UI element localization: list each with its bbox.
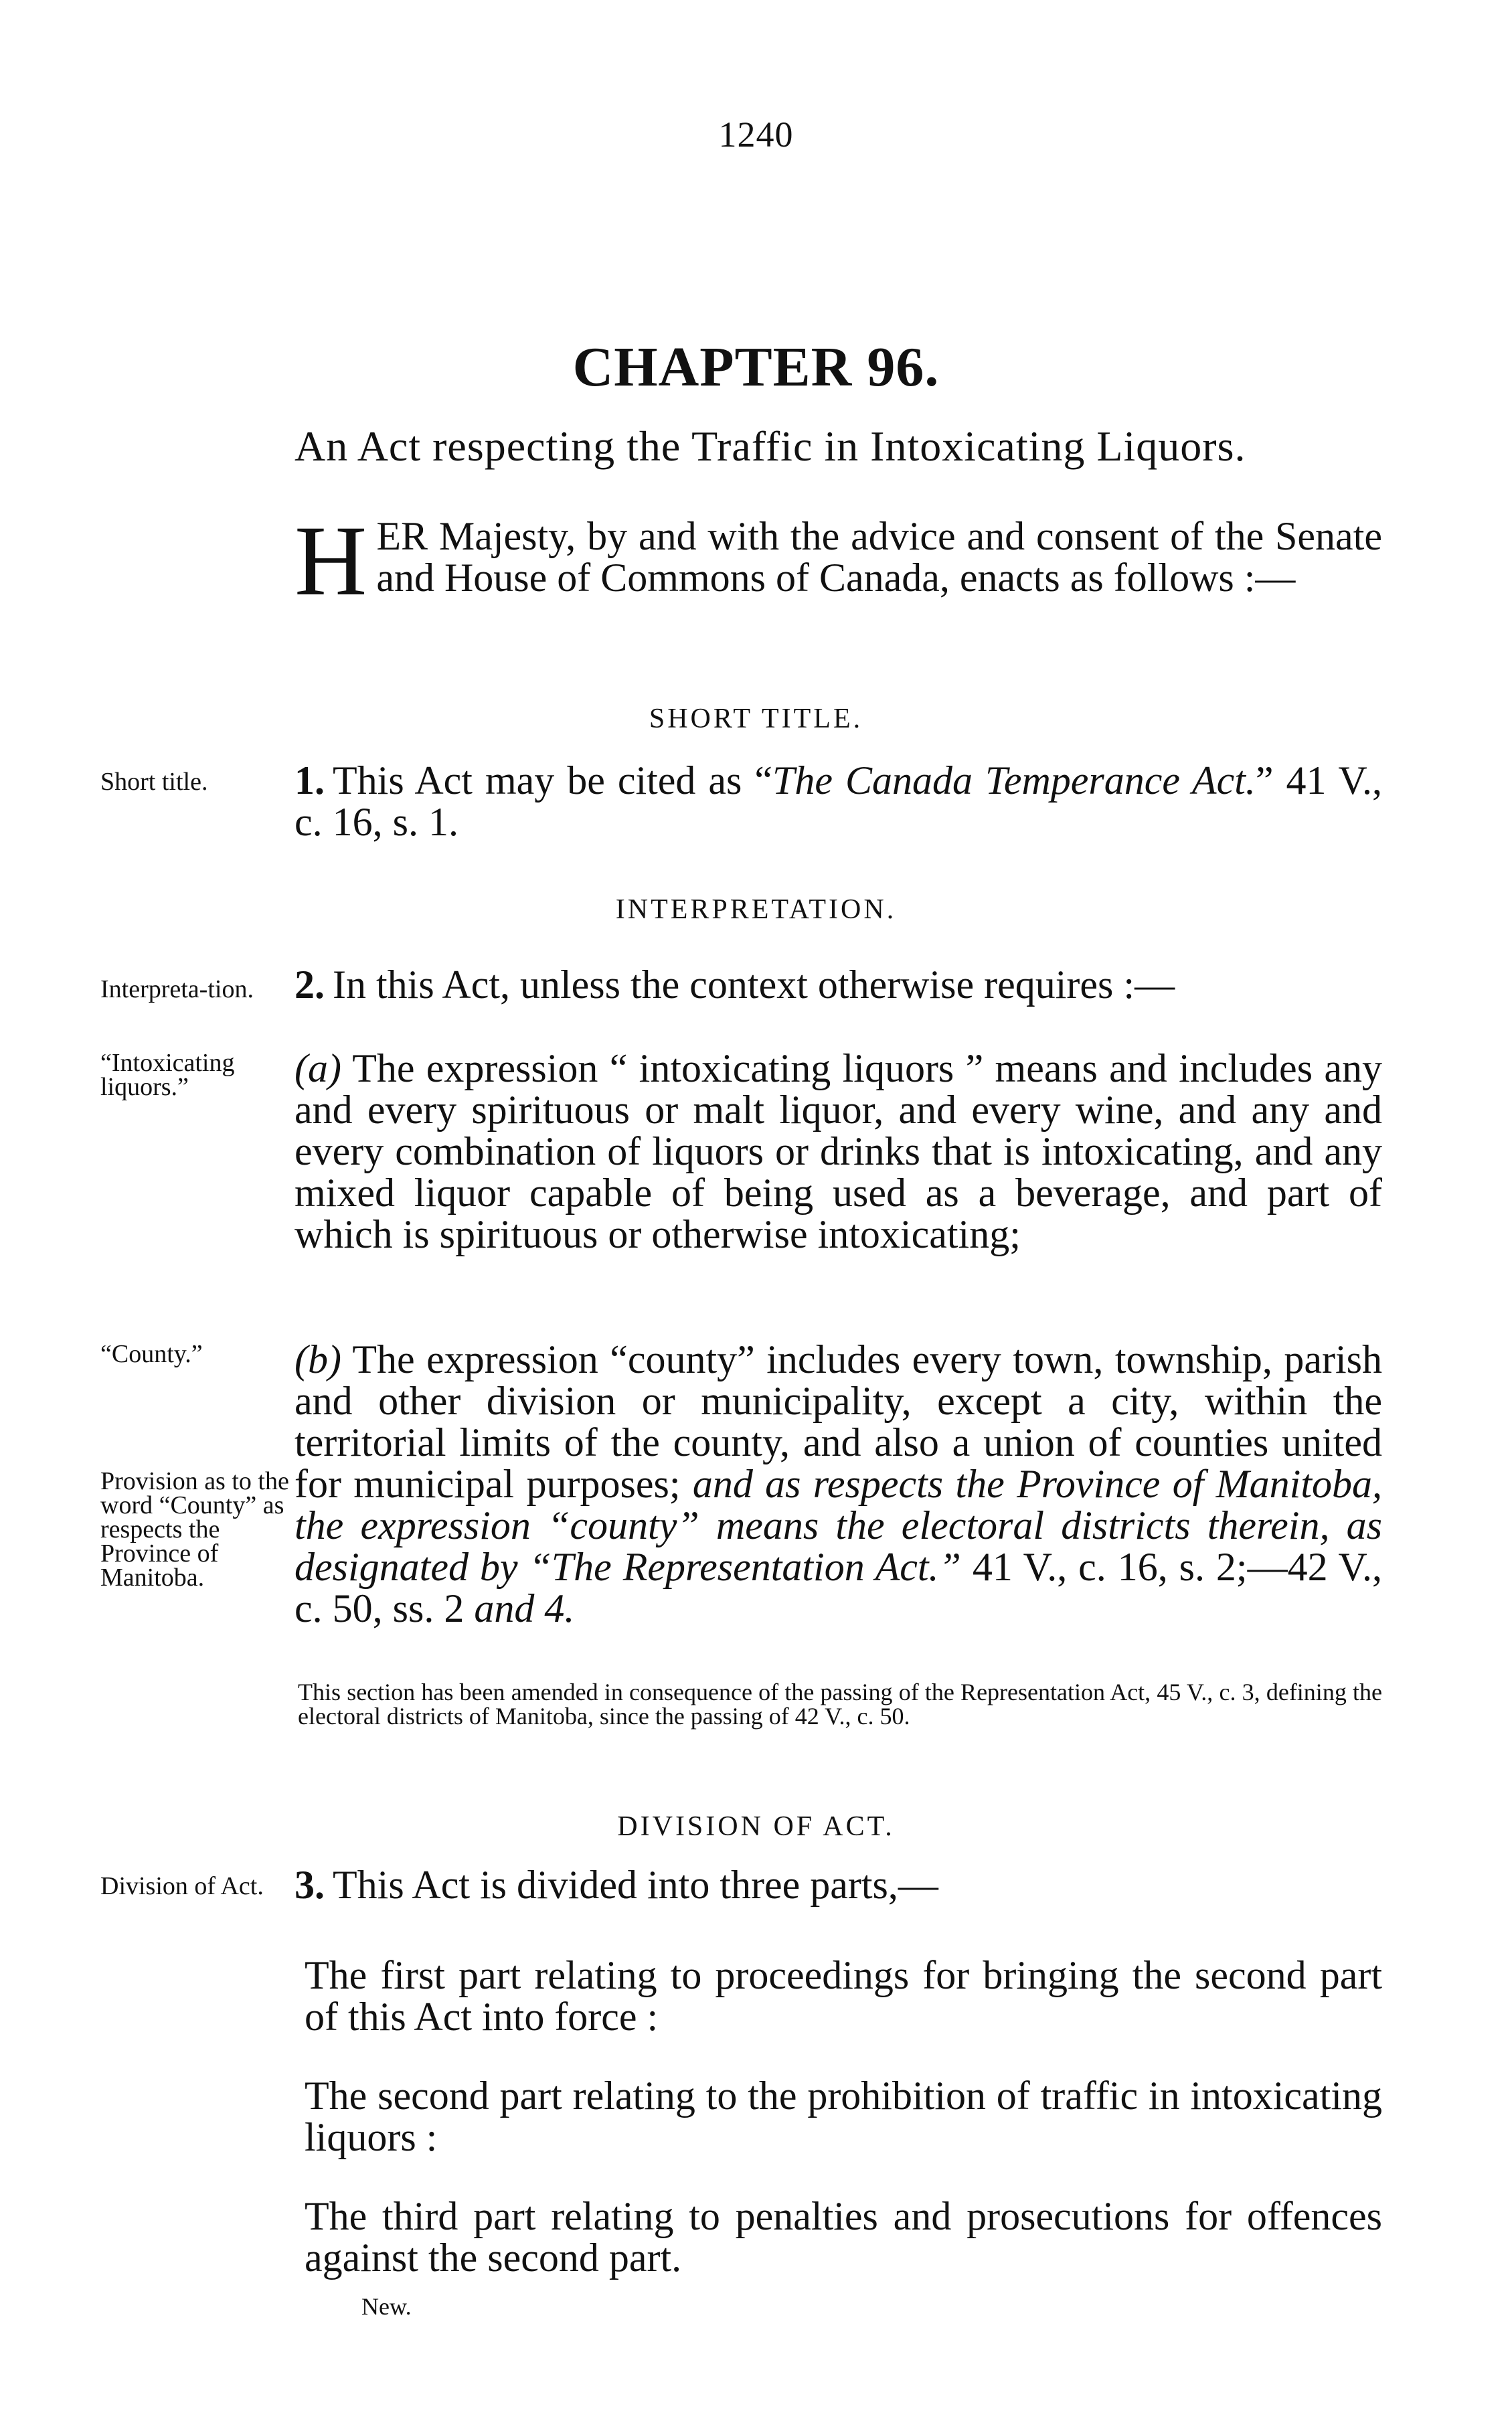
paragraph-b bbox=[295, 1339, 1382, 1629]
section-1 bbox=[295, 760, 1382, 843]
part-1-paragraph: The first part relating to proceedings for bringing the second part of this Act into force : bbox=[305, 1953, 1382, 2039]
margin-note-intoxicating: “Intoxicating liquors.” bbox=[100, 1049, 235, 1101]
margin-note-county: “County.” bbox=[100, 1340, 203, 1368]
new-marker: New. bbox=[361, 2293, 412, 2320]
paragraph-label: (b) bbox=[295, 1337, 341, 1381]
paragraph-b-italic: and as respects the Province of Manitoba, the expression “county” means the electoral districts therein, as designated by “The Representation Act.” bbox=[295, 1462, 1382, 1589]
section-number: 1. bbox=[295, 758, 325, 803]
paragraph-label: (a) bbox=[295, 1046, 341, 1090]
section-2 bbox=[295, 964, 1382, 1005]
section-1-citation: ” 41 V., c. 16, s. 1. bbox=[295, 758, 1382, 844]
section-number: 3. bbox=[295, 1863, 325, 1907]
chapter-heading: CHAPTER 96. bbox=[572, 336, 940, 398]
interpretation-heading: INTERPRETATION. bbox=[615, 894, 897, 925]
paragraph-a-text: The expression “ intoxicating liquors ” means and includes any and every spirituous or malt liquor, and every wine, and any and every combination of liquors or drinks that is intoxicating, and any mixed liquor capable of being used as a beverage, and part of which is spirituous or otherwise intoxicating; bbox=[295, 1046, 1382, 1256]
paragraph-b-text: The expression “county” includes every town, township, parish and other division or municipality, except a city, within the territorial limits of the county, and also a union of counties united for municipal purposes; bbox=[295, 1337, 1382, 1506]
act-short-name: The Canada Temperance Act. bbox=[772, 758, 1256, 803]
section-2-text: In this Act, unless the context otherwise requires :— bbox=[333, 962, 1175, 1007]
act-title: An Act respecting the Traffic in Intoxicating Liquors. bbox=[295, 422, 1246, 470]
section-1-text: This Act may be cited as “ bbox=[333, 758, 772, 803]
paragraph-a bbox=[295, 1047, 1382, 1255]
margin-note-manitoba: Provision as to the word “County” as respects the Province of Manitoba. bbox=[100, 1467, 289, 1592]
paragraph-b-italic-end: and 4. bbox=[474, 1586, 575, 1630]
division-heading: DIVISION OF ACT. bbox=[617, 1811, 895, 1842]
section-3 bbox=[295, 1864, 1382, 1906]
page-number: 1240 bbox=[718, 114, 794, 155]
part-2-paragraph: The second part relating to the prohibition of traffic in intoxicating liquors : bbox=[305, 2074, 1382, 2159]
enacting-text: ER Majesty, by and with the advice and consent of the Senate and House of Commons of Canada, enacts as follows :— bbox=[376, 514, 1382, 600]
part-3-paragraph: The third part relating to penalties and prosecutions for offences against the second part. bbox=[305, 2194, 1382, 2280]
margin-note-short-title: Short title. bbox=[100, 768, 208, 796]
section-3-text: This Act is divided into three parts,— bbox=[333, 1863, 938, 1907]
paragraph-b-citation: 41 V., c. 16, s. 2;—42 V., c. 50, ss. 2 bbox=[295, 1545, 1382, 1630]
short-title-heading: SHORT TITLE. bbox=[649, 703, 863, 734]
enacting-clause bbox=[295, 505, 1382, 616]
amendment-note: This section has been amended in consequence of the passing of the Representation Act, 45 V., c. 3, defining the electoral districts of Manitoba, since the passing of 42 V., c. 50. bbox=[298, 1679, 1382, 1730]
margin-note-division: Division of Act. bbox=[100, 1872, 264, 1900]
drop-cap: H bbox=[295, 505, 367, 616]
section-number: 2. bbox=[295, 962, 325, 1007]
margin-note-interpretation: Interpreta-tion. bbox=[100, 975, 254, 1003]
